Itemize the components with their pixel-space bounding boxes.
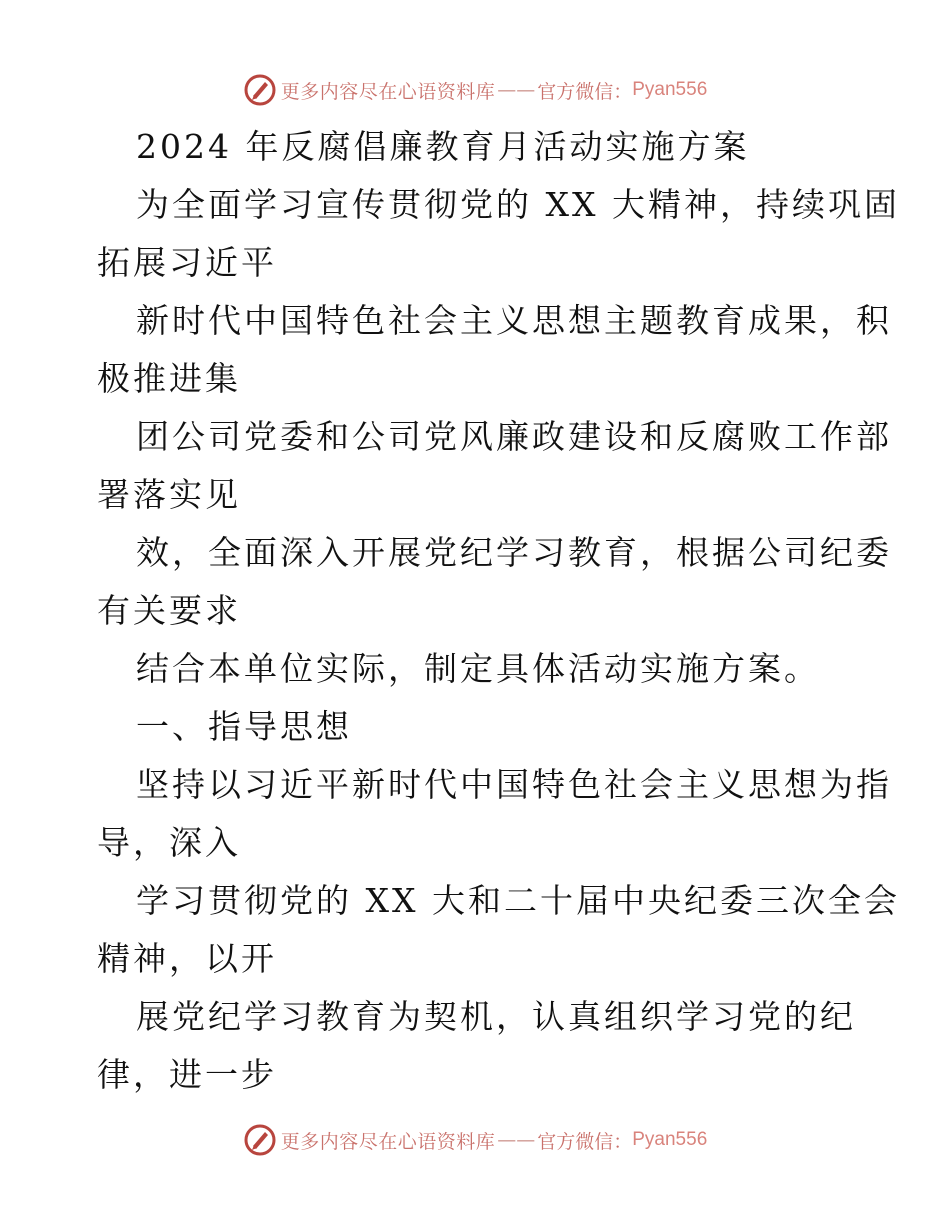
watermark-dash: ——	[497, 1129, 536, 1151]
paragraph-line: 效，全面深入开展党纪学习教育，根据公司纪委	[136, 533, 892, 572]
paragraph-line: 拓展习近平	[97, 243, 277, 282]
pen-seal-logo-icon	[243, 73, 277, 107]
paragraph-line: 导，深入	[97, 823, 241, 862]
paragraph-line: 坚持以习近平新时代中国特色社会主义思想为指	[136, 765, 892, 804]
watermark-official-label: 官方微信：	[537, 1130, 633, 1153]
watermark-promo-text: 更多内容尽在心语资料库	[280, 1130, 496, 1153]
paragraph-line: 极推进集	[97, 359, 241, 398]
paragraph-line: 有关要求	[97, 591, 241, 630]
watermark-banner-top	[0, 70, 950, 110]
section-heading: 一、指导思想	[136, 707, 352, 746]
watermark-handle: Pyan556	[632, 1129, 708, 1150]
paragraph-line: 精神，以开	[97, 939, 277, 978]
paragraph-line: 团公司党委和公司党风廉政建设和反腐败工作部	[136, 417, 892, 456]
watermark-promo-text: 更多内容尽在心语资料库	[280, 80, 496, 103]
watermark-official-label: 官方微信：	[537, 80, 633, 103]
watermark-banner-bottom	[0, 1120, 950, 1160]
paragraph-line: 学习贯彻党的 XX 大和二十届中央纪委三次全会	[136, 881, 900, 920]
pen-seal-logo-icon	[243, 1123, 277, 1157]
watermark-dash: ——	[497, 79, 536, 101]
paragraph-line: 律，进一步	[97, 1055, 277, 1094]
paragraph-line: 为全面学习宣传贯彻党的 XX 大精神，持续巩固	[136, 185, 900, 224]
watermark-handle: Pyan556	[632, 79, 708, 100]
paragraph-line: 署落实见	[97, 475, 241, 514]
paragraph-line: 新时代中国特色社会主义思想主题教育成果，积	[136, 301, 892, 340]
paragraph-line: 结合本单位实际，制定具体活动实施方案。	[136, 649, 820, 688]
document-title: 2024 年反腐倡廉教育月活动实施方案	[136, 127, 750, 166]
paragraph-line: 展党纪学习教育为契机，认真组织学习党的纪	[136, 997, 856, 1036]
